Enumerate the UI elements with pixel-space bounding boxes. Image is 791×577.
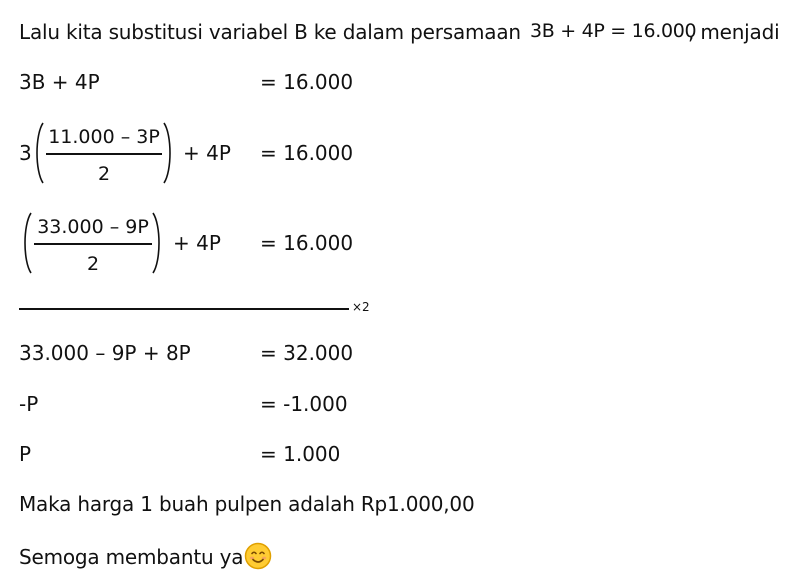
step2-tail: + 4P xyxy=(183,141,231,165)
step3-fraction-bar xyxy=(34,243,152,245)
step3-right-paren xyxy=(151,211,163,275)
intro-suffix: , menjadi xyxy=(688,20,780,44)
multiply-label: ×2 xyxy=(352,300,370,314)
step2-left-paren xyxy=(33,121,45,185)
step6-right: = -1.000 xyxy=(260,392,348,416)
step7-left: P xyxy=(19,442,32,466)
step6-left: -P xyxy=(19,392,39,416)
step2-fraction-bar xyxy=(46,153,162,155)
intro-line xyxy=(19,20,521,44)
smiling-face-icon xyxy=(244,542,272,570)
step3-numerator: 33.000 – 9P xyxy=(37,216,149,238)
intro-equation: 3B + 4P = 16.000 xyxy=(530,20,697,42)
step1-left: 3B + 4P xyxy=(19,70,100,94)
step3-denominator: 2 xyxy=(86,252,100,275)
multiply-rule xyxy=(19,308,349,310)
step3-right: = 16.000 xyxy=(260,231,354,255)
step2-right: = 16.000 xyxy=(260,141,354,165)
closing-text: Semoga membantu ya xyxy=(19,545,244,569)
step1-right: = 16.000 xyxy=(260,70,354,94)
step7-right: = 1.000 xyxy=(260,442,341,466)
intro-text: Lalu kita substitusi variabel B ke dalam persamaan xyxy=(19,20,521,44)
step2-denominator: 2 xyxy=(97,162,111,185)
step2-numerator: 11.000 – 3P xyxy=(48,126,160,148)
step3-tail: + 4P xyxy=(173,231,221,255)
step2-fraction xyxy=(46,126,162,185)
step5-left: 33.000 – 9P + 8P xyxy=(19,341,191,365)
step3-fraction xyxy=(34,216,152,275)
step5-right: = 32.000 xyxy=(260,341,354,365)
step2-coef: 3 xyxy=(19,141,32,165)
conclusion-text: Maka harga 1 buah pulpen adalah Rp1.000,00 xyxy=(19,492,475,516)
step3-left-paren xyxy=(21,211,33,275)
step2-right-paren xyxy=(162,121,174,185)
